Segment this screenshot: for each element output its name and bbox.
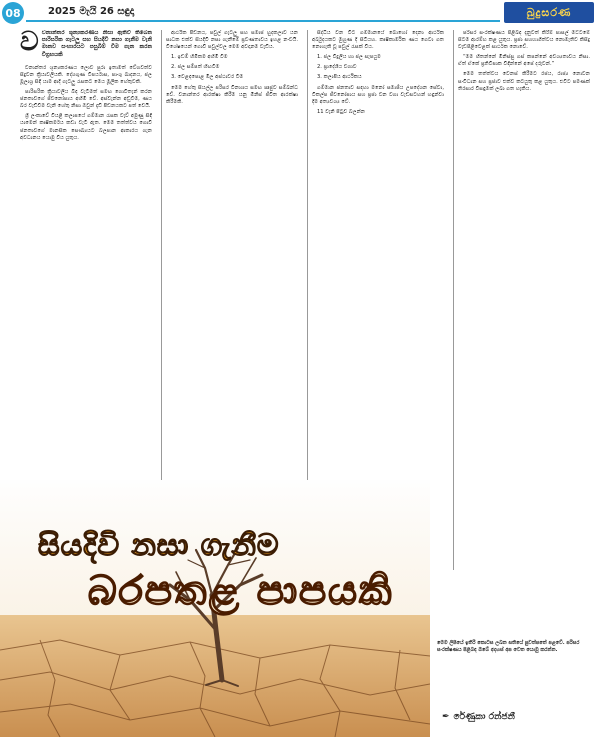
paragraph: වනාන්තර ශූන්‍යකරණය ලොව පුරා ඉතාමත් වේගවත්ව සිදුවන ක්‍රියාවලියකි. දේශගුණ විපර්යාස, පාංශු ඛාදනය, ජල මූලාශ්‍ර සිඳී යාම ආදී ගැටලු රැසකට මෙය මූලික හේතුවකි.	[20, 64, 152, 85]
pull-quote: “මම හිතන්නේ මිනිස්සු ගස් කපන්නේ අවශ්‍යතාවය නිසා. ඒත් ඒකේ ප්‍රතිවිපාක විඳින්නේ අපේ දරුවන්.”	[458, 54, 590, 68]
section-brand-logo: බුදුසරණ	[504, 2, 594, 23]
list-item: 3. වෙළඳපොළ මිල අස්ථාවර වීම	[171, 74, 244, 81]
paragraph: මෙම හේතු සියල්ල පරිසර විනාශය සමඟ ඍජුව සම්බන්ධ වේ. වනාන්තර ආරක්ෂා කිරීම යනු මිනිස් ජීවිත ආරක්ෂා කිරීමකි.	[166, 84, 298, 105]
paragraph: මෙම තත්ත්වය වෙනස් කිරීමට රජය, රාජ්‍ය නොවන සංවිධාන සහ ප්‍රජාව එක්ව කටයුතු කළ යුතුය. එවිට පමණක් තිරසාර විසඳුමක් ලබා ගත හැකිය.	[458, 71, 590, 92]
page-number: 08	[2, 2, 24, 24]
paragraph: පාරිසරික ක්‍රියාවලිය බිඳ වැටීමත් සමඟ ගොවිතැන් කරන ජනතාවගේ ජීවනෝපාය අහිමි වේ. අස්වැන්න අඩුවීම, ණය බර වැඩිවීම වැනි හේතු නිසා ඔවුන් දැඩි පීඩනයකට පත් වෙයි.	[20, 89, 152, 110]
article-lede	[20, 30, 152, 59]
photo-caption: මෙම ලිපියේ ඉතිරි කොටස ලබන සතියේ පුවත්පතේ පළවේ. පරිසර සංරක්ෂණය පිළිබඳ ඔබේ අදහස් අප වෙත යොමු කරන්න.	[437, 640, 580, 653]
paragraph: ගම්මාන ජනතාව සඳහා මනෝ සමාජීය උපදේශන සේවා, විකල්ප ජීවනෝපාය සහ ප්‍රජා වන වගා වැඩසටහන් හඳුන්වා දීම අත්‍යවශ්‍ය වේ.	[312, 84, 444, 105]
list-item: 2. ප්‍රාදේශීය වගාව	[317, 64, 357, 71]
column-2	[166, 30, 298, 485]
paragraph: ආර්ථික පීඩනය, පවුල් ගැටලු සහ සමාජ හුදකලාව යන සාධක එක්ව සියදිවි නසා ගැනීමේ ප්‍රවණතාවය ඉහළ නංවයි. විශේෂයෙන් ගොවි පවුල්වල මෙම අවදානම වැඩිය.	[166, 30, 298, 51]
column-divider	[453, 30, 454, 570]
headline-line-2: බරපතළ පාපයකි	[88, 568, 394, 614]
column-3	[312, 30, 444, 485]
paragraph: පරිසර සංරක්ෂණය පිළිබඳ දැනුවත් කිරීම් පාසල් මට්ටමේ සිටම ආරම්භ කළ යුතුය. ප්‍රජා සහභාගිත්වය නොමැතිව කිසිදු වැඩපිළිවෙළක් සාර්ථක නොවේ.	[458, 30, 590, 51]
column-4	[458, 30, 590, 485]
author-name: රේණුකා රන්ජනී	[453, 712, 515, 722]
lede-text: වනාන්තර ශූන්‍යකරණය නිසා ඇතිවී තිබෙන පාරිසරික ගැටලු සහ සියදිවි නසා ගැනීම වැනි මානව සංහාරයට පසුබිම් වීම ගැන කරන විග්‍රහයකි	[41, 30, 152, 58]
article-body	[20, 30, 592, 485]
author-byline	[442, 712, 515, 722]
headline-line-1: සියදිවි නසා ගැනීම	[38, 528, 280, 563]
list-item: 1. ජල විදුලිය හා ජල සැපයුම	[317, 54, 381, 61]
column-1	[20, 30, 152, 485]
issue-date: 2025 මැයි 26 සඳුදා	[48, 6, 135, 17]
paragraph: සිද්ධිය වන විට ගම්මානයේ බොහෝ දෙනා ආර්ථික අර්බුදයකට මුහුණ දී සිටියහ. කෘෂිකාර්මික ණය ගෙවා ගත නොහැකි වූ පවුල් රැසක් විය.	[312, 30, 444, 51]
pen-icon: ✒	[442, 712, 450, 722]
header-rule	[26, 20, 500, 22]
paragraph: ශ්‍රී ලංකාවේ වියළි කලාපයේ ගම්මාන රැසක වැව් අමුණු සිඳී යාමෙන් කෘෂිකර්මය කඩා වැටී ඇත. මෙම තත්ත්වය ගොවි ජනතාවගේ මානසික සෞඛ්‍යයට බලපාන ආකාරය ගැන අවධානය යොමු විය යුතුය.	[20, 113, 152, 141]
page-header	[0, 0, 600, 26]
continued-note: 11 වැනි පිටුව බලන්න	[317, 108, 366, 115]
list-item: 1. ඉඩම් හිමිකම අහිමි වීම	[171, 54, 228, 61]
list-item: 2. ජල සම්පත් හිඟවීම	[171, 64, 220, 71]
list-item: 3. කලාපීය ආර්ථිකය	[317, 74, 362, 81]
drop-cap: ව	[20, 30, 39, 57]
